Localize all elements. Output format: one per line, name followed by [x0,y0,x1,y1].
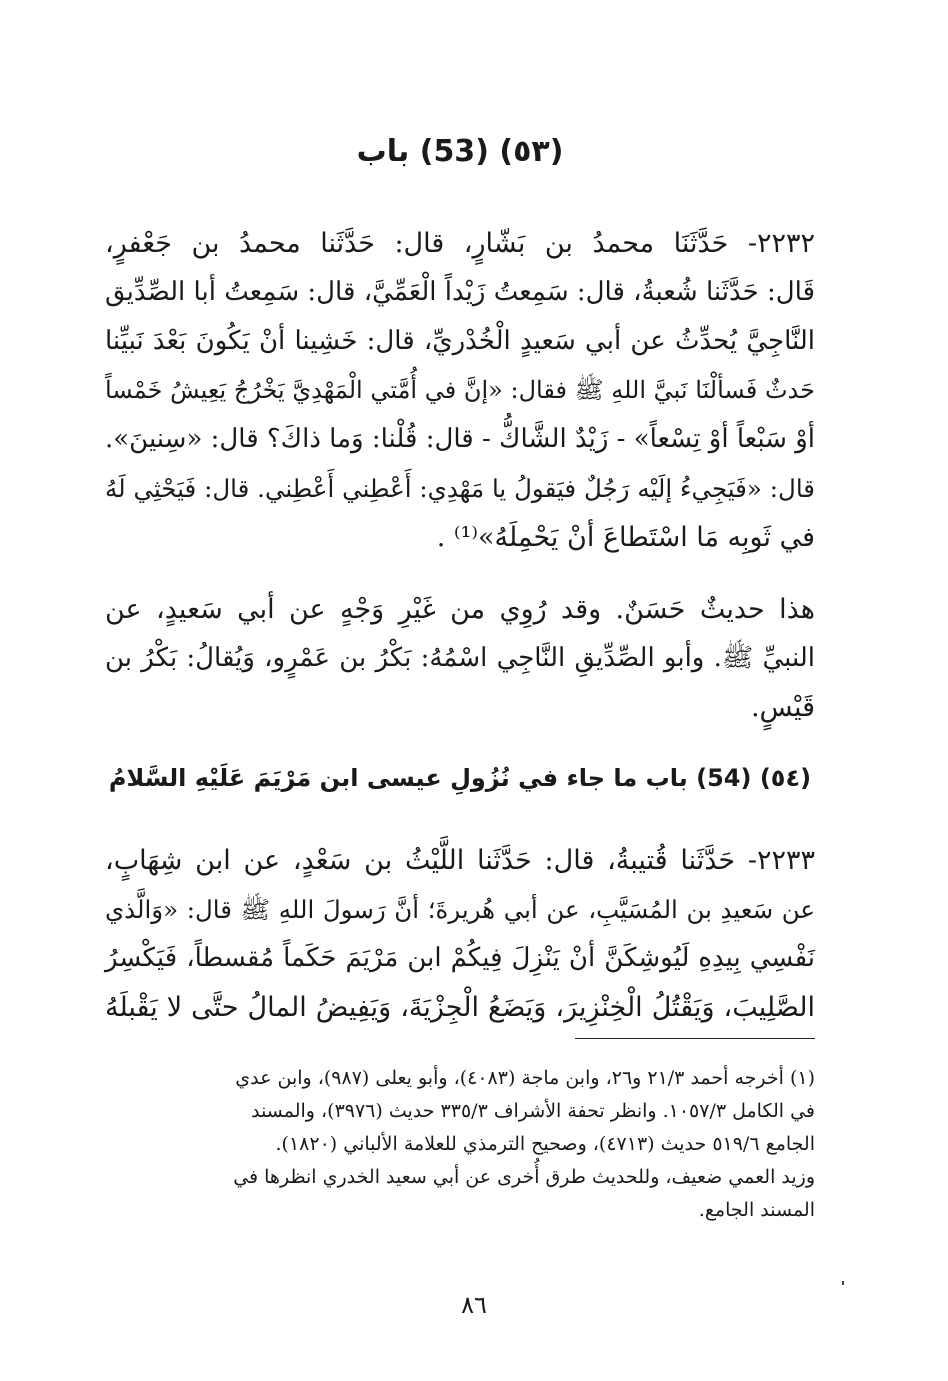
footnotes [105,1062,815,1227]
text-line: في ثَوبِه مَا اسْتَطاعَ أنْ يَحْمِلَهُ»⁽¹⁾ . [436,522,815,553]
footnote-separator [575,1038,815,1039]
footnote-line: الجامع ٥١٩/٦ حديث (٤٧١٣)، وصحيح الترمذي للعلامة الألباني (١٨٢٠). [275,1133,815,1155]
footnote-line: (١) أخرجه أحمد ٢١/٣ و٢٦، وابن ماجة (٤٠٨٣)، وأبو يعلى (٩٨٧)، وابن عدي [235,1067,815,1089]
chapter-heading-54: (٥٤) (54) باب ما جاء في نُزُولِ عيسى ابن مَرْيَمَ عَلَيْهِ السَّلامُ [108,764,812,792]
text-line: أوْ سَبْعاً أوْ تِسْعاً» - زَيْدٌ الشَّاكُّ - قال: قُلْنا: وَما ذاكَ؟ قال: «سِنينَ». [105,424,815,454]
text-line: ٢٢٣٢- حَدَّثَنَا محمدُ بن بَشّارٍ، قال: حَدَّثَنا محمدُ بن جَعْفرٍ، [105,228,815,259]
text-line: قَيْسٍ. [750,692,815,723]
footnote-line: في الكامل ١٠٥٧/٣. وانظر تحفة الأشراف ٣٣٥/٣ حديث (٣٩٧٦)، والمسند [251,1100,815,1122]
text-line: ٢٢٣٣- حَدَّثَنا قُتيبةُ، قال: حَدَّثَنا اللَّيْثُ بن سَعْدٍ، عن ابن شِهَابٍ، [105,845,815,876]
hadith-2232 [105,219,815,562]
footnote-line: المسند الجامع. [698,1199,815,1221]
text-line: عن سَعيدِ بن المُسَيَّبِ، عن أبي هُريرةَ؛ أنَّ رَسولَ اللهِ ﷺ قال: «وَالَّذي [105,895,815,924]
chapter-heading-53: (٥٣) (53) باب [356,134,564,169]
text-line: هذا حديثٌ حَسَنٌ. وقد رُوِي من غَيْرِ وَجْهٍ عن أبي سَعيدٍ، عن [105,594,815,625]
scan-speck [842,1281,844,1285]
hadith-2233 [105,836,815,1032]
text-line: حَدثٌ فَسألْنَا نَبيَّ اللهِ ﷺ فقال: «إنَّ في أُمَّتي الْمَهْدِيَّ يَخْرُجُ يَعِيشُ خَمْساً [105,376,815,404]
text-line: النَّاجِيَّ يُحدِّثُ عن أبي سَعيدٍ الْخُدْريِّ، قال: خَشِينا أنْ يَكُونَ بَعْدَ نَبيِّنا [105,326,815,356]
commentary-2232 [105,585,815,732]
text-line: الصَّلِيبَ، وَيَقْتُلُ الْخِنْزِيرَ، وَيَضَعُ الْجِزْيَةَ، وَيَفِيضُ المالُ حتَّى لا يَقْبلَهُ [105,992,815,1023]
text-line: النبيِّ ﷺ. وأبو الصِّدِّيقِ النَّاجِي اسْمُهُ: بَكْرُ بن عَمْرٍو، وَيُقالُ: بَكْرُ بن [105,643,815,673]
text-line: قال: «فَيَجِيءُ إلَيْه رَجُلٌ فيَقولُ يا مَهْدِي: أَعْطِني أَعْطِني. قال: فَيَحْثِي لَهُ [105,474,815,503]
page-number: ٨٦ [461,1291,487,1319]
text-line: قَال: حَدَّثَنا شُعبةُ، قال: سَمِعتُ زَيْداً الْعَمِّيَّ، قال: سَمِعتُ أبا الصِّدِّيق [105,277,815,307]
footnote-line: وزيد العمي ضعيف، وللحديث طرق أُخرى عن أبي سعيد الخدري انظرها في [233,1166,815,1188]
text-line: نَفْسِي بِيدِهِ لَيُوشِكَنَّ أنْ يَنْزِلَ فِيكُمْ ابن مَرْيَمَ حَكَماً مُقسطاً، فَيَكْسِرُ [105,943,815,973]
